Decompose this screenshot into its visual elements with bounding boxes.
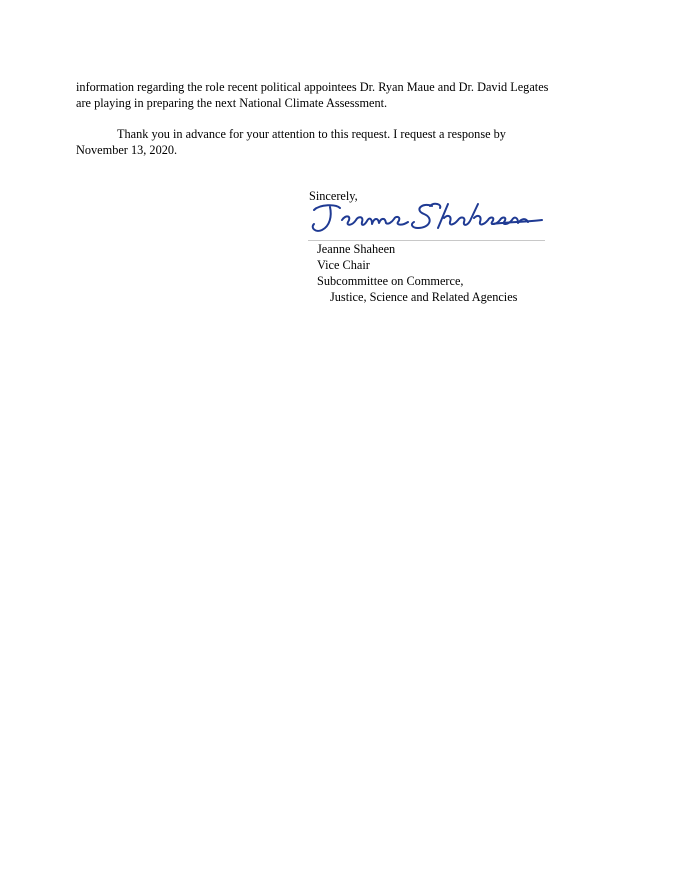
signer-organization-line-2: Justice, Science and Related Agencies — [330, 290, 518, 304]
signer-name: Jeanne Shaheen — [317, 242, 396, 256]
signer-title: Vice Chair — [317, 258, 370, 272]
paragraph-2-line-2: November 13, 2020. — [76, 143, 178, 157]
signer-organization-line-1: Subcommittee on Commerce, — [317, 274, 464, 288]
paragraph-1-line-1: information regarding the role recent political appointees Dr. Ryan Maue and Dr. David Legates — [76, 80, 549, 94]
closing-salutation: Sincerely, — [309, 189, 358, 203]
paragraph-2-line-1: Thank you in advance for your attention to this request. I request a response by — [117, 127, 506, 141]
handwritten-signature — [306, 198, 546, 238]
paragraph-1-line-2: are playing in preparing the next National Climate Assessment. — [76, 96, 388, 110]
